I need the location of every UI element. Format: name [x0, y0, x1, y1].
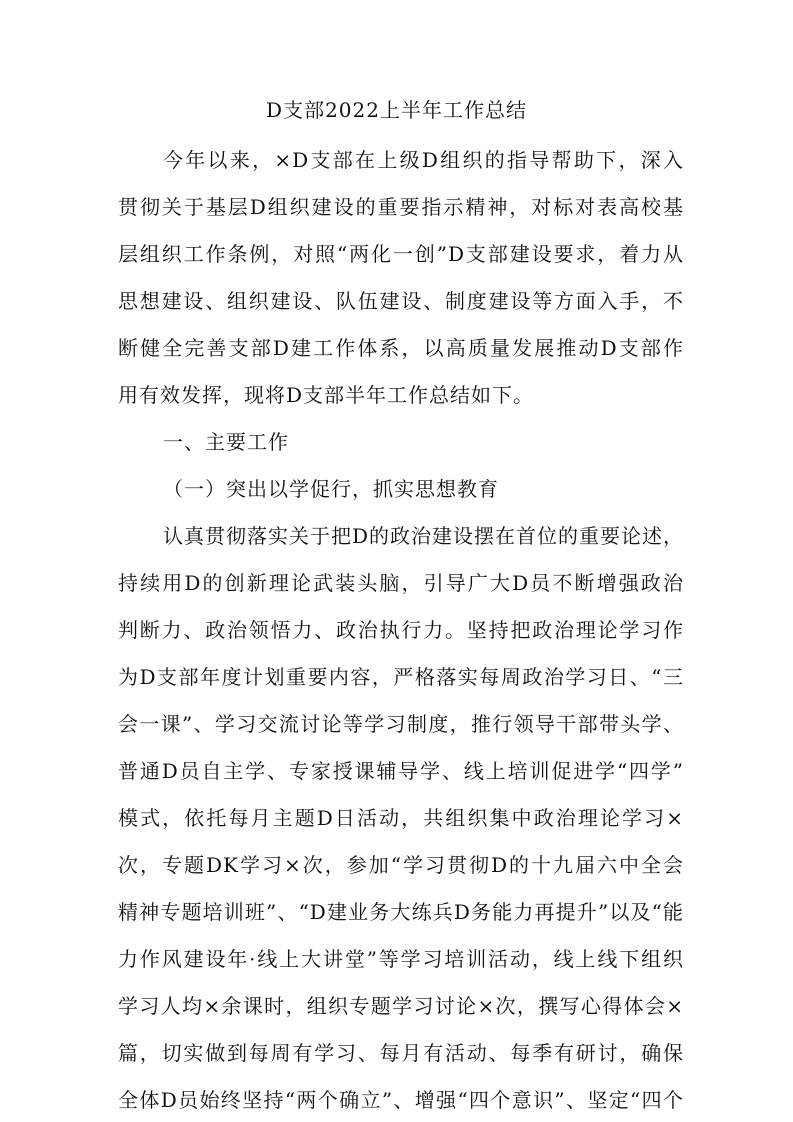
section-heading: 一、主要工作 [163, 430, 289, 454]
body-line-12: 篇，切实做到每周有学习、每月有活动、每季有研讨，确保 [118, 1041, 684, 1065]
body-line-13: 全体D员始终坚持“两个确立”、增强“四个意识”、坚定“四个 [118, 1088, 684, 1112]
body-line-7: 模式，依托每月主题D日活动，共组织集中政治理论学习× [118, 806, 684, 830]
intro-line-3: 层组织工作条例，对照“两化一创”D支部建设要求，着力从 [118, 242, 684, 266]
subsection-heading: （一）突出以学促行，抓实思想教育 [163, 477, 499, 501]
intro-line-6: 用有效发挥，现将D支部半年工作总结如下。 [118, 383, 535, 407]
body-line-10: 力作风建设年·线上大讲堂”等学习培训活动，线上线下组织 [118, 947, 684, 971]
body-line-3: 判断力、政治领悟力、政治执行力。坚持把政治理论学习作 [118, 618, 684, 642]
intro-line-4: 思想建设、组织建设、队伍建设、制度建设等方面入手，不 [118, 289, 684, 313]
intro-line-5: 断健全完善支部D建工作体系，以高质量发展推动D支部作 [118, 336, 684, 360]
body-line-4: 为D支部年度计划重要内容，严格落实每周政治学习日、“三 [118, 665, 684, 689]
document-title: D支部2022上半年工作总结 [266, 98, 527, 122]
intro-line-1: 今年以来，×D支部在上级D组织的指导帮助下，深入 [163, 148, 684, 172]
body-line-2: 持续用D的创新理论武装头脑，引导广大D员不断增强政治 [118, 571, 684, 595]
body-line-11: 学习人均×余课时，组织专题学习讨论×次，撰写心得体会× [118, 994, 684, 1018]
body-line-8: 次，专题DK学习×次，参加“学习贯彻D的十九届六中全会 [118, 853, 684, 877]
intro-line-2: 贯彻关于基层D组织建设的重要指示精神，对标对表高校基 [118, 195, 684, 219]
body-line-6: 普通D员自主学、专家授课辅导学、线上培训促进学“四学” [118, 759, 684, 783]
body-line-5: 会一课”、学习交流讨论等学习制度，推行领导干部带头学、 [118, 712, 684, 736]
body-line-9: 精神专题培训班”、“D建业务大练兵D务能力再提升”以及“能 [118, 900, 684, 924]
body-line-1: 认真贯彻落实关于把D的政治建设摆在首位的重要论述， [163, 524, 685, 548]
